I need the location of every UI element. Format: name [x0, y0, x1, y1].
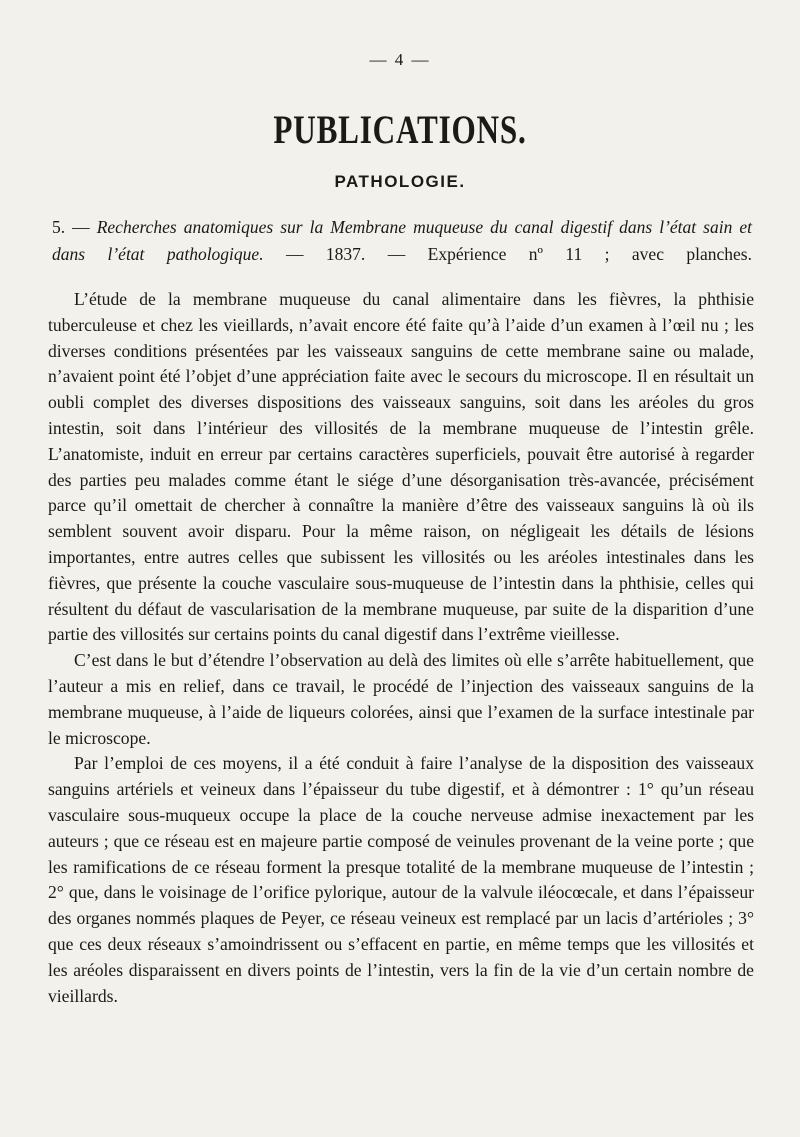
page-title: PUBLICATIONS. [273, 107, 527, 152]
entry-dash: — [72, 217, 90, 237]
paragraph: Par l’emploi de ces moyens, il a été conduit à faire l’analyse de la disposition des vaisseaux sanguins artériels et veineux dans l’épaisseur du tube digestif, et à démontrer : 1° qu’un réseau vasculaire sous-muqueux occupe la place de la couche nerveuse admise inexactement par les auteurs ; que ce réseau est en majeure partie composé de veinules provenant de la veine porte ; que les ramifications de ce réseau forment la presque totalité de la membrane muqueuse de l’intestin ; 2° que, dans le voisinage de l’orifice pylorique, autour de la valvule iléocœcale, et dans l’épaisseur des organes nommés plaques de Peyer, ce réseau veineux est remplacé par un lacis d’artérioles ; 3° que ces deux réseaux s’amoindrissent ou s’effacent en partie, en même temps que les villosités et les aréoles disparaissent en divers points de l’intestin, vers la fin de la vie d’un certain nombre de vieillards. [48, 753, 754, 1006]
page-number: — 4 — [369, 50, 431, 69]
entry-experience: — Expérience nº 11 ; avec planches. [387, 244, 752, 264]
body-text [48, 287, 754, 1009]
entry-number: 5. [52, 217, 66, 237]
section-heading: PATHOLOGIE. [334, 172, 466, 191]
entry-year: — 1837. [286, 244, 366, 264]
entry-title: Recherches anatomiques sur la Membrane muqueuse du canal digestif dans l’état sain et dans l’état pathologique. [52, 217, 753, 264]
paragraph: L’étude de la membrane muqueuse du canal alimentaire dans les fièvres, la phthisie tuberculeuse et chez les vieillards, n’avait encore été faite qu’à l’aide d’un examen à l’œil nu ; les diverses conditions présentées par les vaisseaux sanguins de cette membrane saine ou malade, n’avaient point été l’objet d’une appréciation faite avec le secours du microscope. Il en résultait un oubli complet des diverses dispositions des vaisseaux sanguins, soit dans les aréoles du gros intestin, soit dans l’intérieur des villosités de la membrane muqueuse de l’intestin grêle. L’anatomiste, induit en erreur par certains caractères superficiels, pouvait être autorisé à regarder des parties peu malades comme étant le siége d’une désorganisation très-avancée, précisément parce qu’il omettait de chercher à connaître la manière d’être des vaisseaux sanguins là où ils semblent souvent avoir disparu. Pour la même raison, on négligeait les détails de lésions importantes, entre autres celles que subissent les villosités ou les aréoles intestinales dans les fièvres, que présente la couche vasculaire sous-muqueuse de l’intestin dans la phthisie, celles qui résultent du défaut de vascularisation de la membrane muqueuse, par suite de la disparition d’une partie des villosités sur certains points du canal digestif dans l’extrême vieillesse. [48, 289, 754, 645]
publication-entry [52, 214, 752, 268]
paragraph: C’est dans le but d’étendre l’observation au delà des limites où elle s’arrête habituellement, que l’auteur a mis en relief, dans ce travail, le procédé de l’injection des vaisseaux sanguins de la membrane muqueuse, à l’aide de liqueurs colorées, ainsi que l’examen de la surface intestinale par le microscope. [48, 650, 754, 748]
